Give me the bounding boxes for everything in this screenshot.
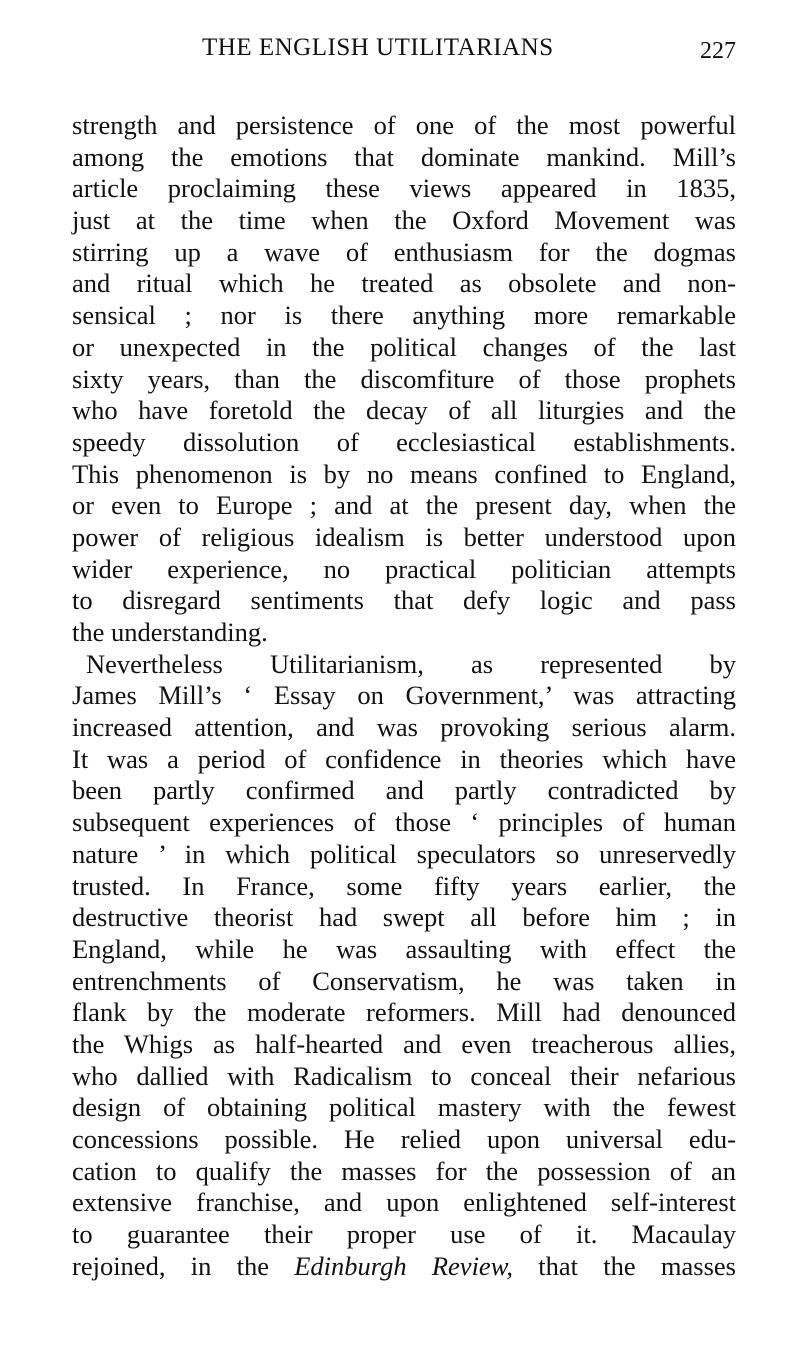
text-line: trusted. In France, some fifty years earlier, the <box>72 870 736 901</box>
text-line: This phenomenon is by no means confined to England, <box>72 458 736 489</box>
text-line: James Mill’s ‘ Essay on Government,’ was attracting <box>72 680 736 711</box>
text-line: flank by the moderate reformers. Mill had denounced <box>72 997 736 1028</box>
page-body <box>72 110 736 1282</box>
text-line: article proclaiming these views appeared in 1835, <box>72 173 736 204</box>
text-line: to guarantee their proper use of it. Macaulay <box>72 1219 736 1250</box>
text-segment: that the masses <box>513 1250 736 1281</box>
text-line: just at the time when the Oxford Movement was <box>72 205 736 236</box>
page-header <box>72 28 736 68</box>
text-segment: rejoined, in the <box>72 1250 295 1281</box>
text-line: design of obtaining political mastery with the fewest <box>72 1092 736 1123</box>
text-line: extensive franchise, and upon enlightened self-interest <box>72 1187 736 1218</box>
text-line: sensical ; nor is there anything more remarkable <box>72 300 736 331</box>
text-line: concessions possible. He relied upon universal edu- <box>72 1124 736 1154</box>
text-line: who dallied with Radicalism to conceal their nefarious <box>72 1060 736 1091</box>
text-line: entrenchments of Conservatism, he was taken in <box>72 965 736 996</box>
text-line: wider experience, no practical politician attempts <box>72 553 736 584</box>
text-line: stirring up a wave of enthusiasm for the dogmas <box>72 236 736 267</box>
text-line: and ritual which he treated as obsolete and non- <box>72 268 736 299</box>
text-line: or unexpected in the political changes of the last <box>72 331 736 362</box>
text-line <box>72 1251 736 1283</box>
text-line: nature ’ in which political speculators so unreservedly <box>72 838 736 869</box>
text-line: who have foretold the decay of all liturgies and the <box>72 395 736 426</box>
journal-title: Edinburgh Review, <box>294 1250 514 1281</box>
text-line: Nevertheless Utilitarianism, as represented by <box>86 648 736 679</box>
text-line: It was a period of confidence in theories which have <box>72 743 736 774</box>
text-line: been partly confirmed and partly contradicted by <box>72 775 736 806</box>
text-line: England, while he was assaulting with effect the <box>72 933 736 964</box>
text-line: subsequent experiences of those ‘ principles of human <box>72 807 736 838</box>
text-line: speedy dissolution of ecclesiastical establishments. <box>72 426 736 457</box>
text-line: the understanding. <box>72 617 268 647</box>
text-line: or even to Europe ; and at the present day, when the <box>72 490 736 521</box>
running-title: THE ENGLISH UTILITARIANS <box>202 34 554 61</box>
text-line: to disregard sentiments that defy logic and pass <box>72 585 736 616</box>
text-line: increased attention, and was provoking serious alarm. <box>72 712 736 743</box>
page-number: 227 <box>700 38 736 64</box>
text-line: cation to qualify the masses for the possession of an <box>72 1155 736 1186</box>
text-line: sixty years, than the discomfiture of those prophets <box>72 363 736 394</box>
text-line: destructive theorist had swept all before him ; in <box>72 902 736 933</box>
text-line: strength and persistence of one of the most powerful <box>72 110 736 140</box>
text-line: power of religious idealism is better understood upon <box>72 521 736 552</box>
text-line: among the emotions that dominate mankind. Mill’s <box>72 141 736 172</box>
text-line: the Whigs as half-hearted and even treacherous allies, <box>72 1028 736 1059</box>
